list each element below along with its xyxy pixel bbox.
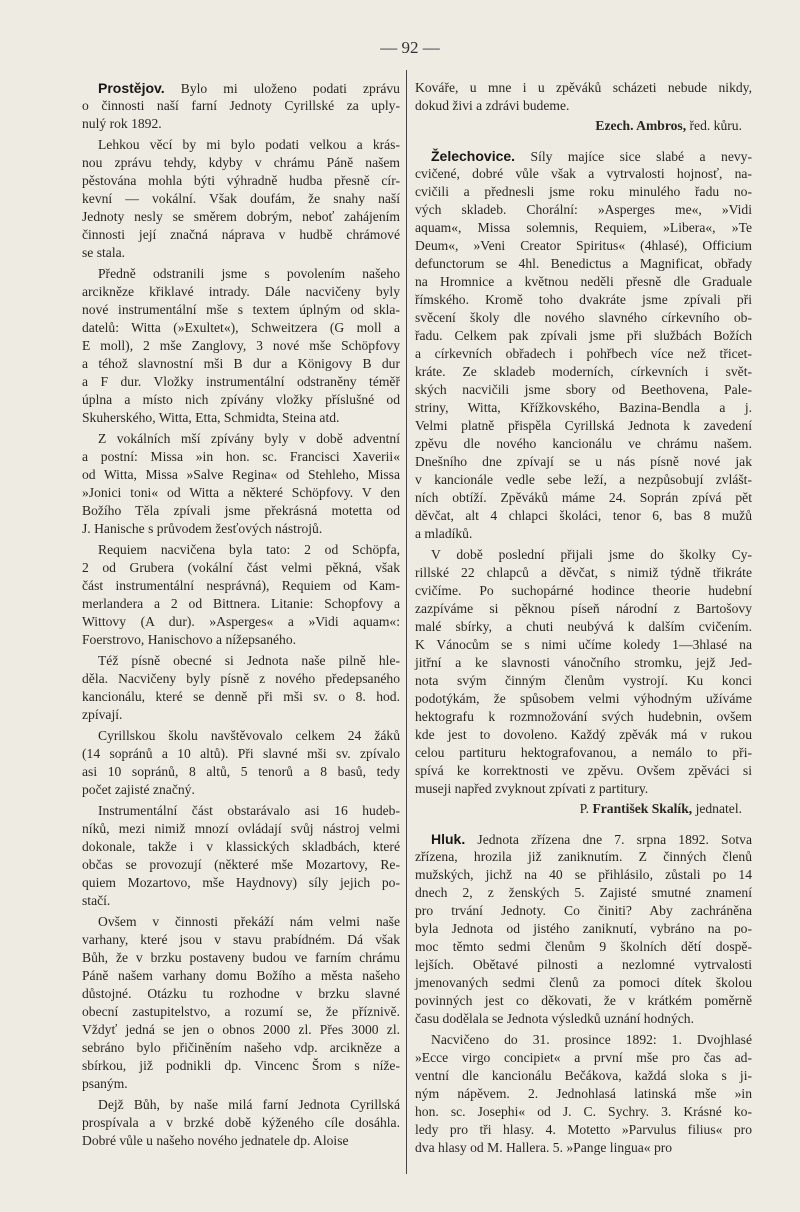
line-text: obecní zastupitelstvo, a rozumí se, že příznivě.: [82, 1004, 400, 1019]
text-line: [82, 595, 400, 613]
text-line: [415, 830, 752, 848]
line-text: svěcení školy dle nového slavného církevního ob-: [415, 310, 752, 325]
section-heading: Prostějov.: [98, 80, 165, 96]
line-text: a mladíků.: [415, 526, 473, 541]
line-text: Též písně obecné si Jednota naše pilně hle-: [98, 653, 400, 668]
text-line: [82, 670, 400, 688]
line-text: Dobré vůle u našeho nového jednatele dp. Aloise: [82, 1133, 349, 1148]
text-line: [82, 781, 400, 799]
text-line: [415, 219, 752, 237]
line-text: Dnešního dne zpívají se u nás písně nové jak: [415, 454, 752, 469]
line-text: času dodělala se Jednota výsledků uznání hodných.: [415, 1011, 694, 1026]
line-text: na Hromnice a květnou neděli přesně dle Graduale: [415, 274, 752, 289]
section-heading: Hluk.: [431, 831, 466, 847]
text-line: [82, 502, 400, 520]
line-text: Bylo mi uloženo podati zprávu: [180, 81, 400, 96]
line-text: Requiem nacvičena byla tato: 2 od Schöpfa,: [98, 542, 400, 557]
text-line: [415, 363, 752, 381]
text-line: [82, 430, 400, 448]
line-text: quiem Mozartovo, mše Haydnovy) síly jejich po-: [82, 875, 400, 890]
line-text: rillské 22 chlapců a děvčat, s nimiž týdně třikráte: [415, 565, 752, 580]
text-line: [415, 672, 752, 690]
line-text: merlandera a 2 od Bittnera. Litanie: Schopfovy a: [82, 596, 400, 611]
line-text: mužských, jichž na 40 se přihlásilo, zůstali po 14: [415, 867, 752, 882]
text-line: [415, 417, 752, 435]
line-text: Páně našem varhany domu Božího a města našeho: [82, 968, 400, 983]
right-column: [415, 76, 752, 1157]
line-text: dokonale, takže i v klassických skladbách, které: [82, 839, 400, 854]
line-text: pro trvání Jednoty. Co činiti? Aby zachráněna: [415, 903, 752, 918]
line-text: aquam«, Missa solemnis, Requiem, »Libera«, »Te: [415, 220, 752, 235]
line-text: ventní dle kancionálu Bečákova, každá sloka s ji-: [415, 1068, 752, 1083]
line-text: kevní — vokální. Však doufám, že snahy naší: [82, 191, 400, 206]
line-text: V době poslední přijali jsme do školky Cy-: [431, 547, 752, 562]
line-text: cvičíme. Po suchopárné hodince theorie hudební: [415, 583, 752, 598]
text-line: [415, 848, 752, 866]
text-line: [415, 938, 752, 956]
line-text: a církevních obřadech i pohřbech více než třicet-: [415, 346, 752, 361]
line-text: psaným.: [82, 1076, 128, 1091]
signature-rest: řed. kůru.: [686, 118, 742, 133]
line-text: od Witta, Missa »Salve Regina« od Stehleho, Missa: [82, 467, 400, 482]
line-text: kráte. Ze skladeb moderních, církevních i svět-: [415, 364, 752, 379]
line-text: malé sbírky, a chuti neubývá k dalším cvičením.: [415, 619, 752, 634]
text-line: [82, 154, 400, 172]
line-text: nové instrumentální mše s textem úplným od skla-: [82, 302, 400, 317]
line-text: činnosti její značná náprava v hudbě chrámové: [82, 227, 400, 242]
text-line: [415, 147, 752, 165]
text-line: [415, 1031, 752, 1049]
text-line: [415, 564, 752, 582]
text-line: [415, 762, 752, 780]
text-line: [82, 373, 400, 391]
line-text: občas se provozují (některé mše Mozartovy, Re-: [82, 857, 400, 872]
line-text: asi 10 sopránů, 8 altů, 5 tenorů a 8 basů, tedy: [82, 764, 400, 779]
text-line: [82, 985, 400, 1003]
paragraph: [415, 830, 752, 1028]
line-text: zpívají.: [82, 707, 123, 722]
text-line: [415, 183, 752, 201]
text-line: [415, 654, 752, 672]
text-line: [82, 838, 400, 856]
text-line: [82, 172, 400, 190]
line-text: Skuherského, Witta, Etta, Schmidta, Steina atd.: [82, 410, 340, 425]
text-line: [82, 706, 400, 724]
text-line: [82, 913, 400, 931]
line-text: Wittovy (A dur). »Asperges« a »Vidi aquam«:: [82, 614, 400, 629]
line-text: J. Hanische s průvodem žesťových nástrojů.: [82, 521, 323, 536]
paragraph: [415, 147, 752, 543]
paragraph: [82, 802, 400, 910]
text-line: [82, 559, 400, 577]
text-line: [82, 967, 400, 985]
text-line: [415, 1103, 752, 1121]
line-text: Předně odstranili jsme s povolením našeho: [98, 266, 400, 281]
text-line: [415, 489, 752, 507]
text-line: [415, 690, 752, 708]
text-line: [82, 892, 400, 910]
line-text: římského. Kromě toho dvakráte jsme zpívali při: [415, 292, 752, 307]
line-text: spívá ke korrektnosti ve zpěvu. Ovšem zpěváci si: [415, 763, 752, 778]
signature: [415, 800, 752, 818]
signature-rest: jednatel.: [692, 801, 742, 816]
line-text: Nacvičeno do 31. prosince 1892: 1. Dvojhlasé: [431, 1032, 752, 1047]
line-text: hektografu k rozmnožování svých hudebnin, ovšem: [415, 709, 752, 724]
line-text: Cyrillskou školu navštěvovalo celkem 24 žáků: [98, 728, 400, 743]
left-column: [82, 76, 400, 1150]
text-line: [415, 726, 752, 744]
line-text: nou zprávu tehdy, kdyby v chrámu Páně našem: [82, 155, 400, 170]
text-line: [415, 1121, 752, 1139]
line-text: zazpíváme si pěknou píseň národní z Bartošovy: [415, 601, 752, 616]
text-line: [82, 931, 400, 949]
text-line: [82, 802, 400, 820]
line-text: dokud živi a zdrávi budeme.: [415, 98, 570, 113]
text-line: [82, 115, 400, 133]
line-text: K Vánocům se s nimi učíme koledy 1—3hlasé na: [415, 637, 752, 652]
text-line: [415, 1085, 752, 1103]
text-line: [82, 355, 400, 373]
text-line: [415, 79, 752, 97]
line-text: a postní: Missa »in hon. sc. Francisci Xaverii«: [82, 449, 400, 464]
text-line: [82, 577, 400, 595]
paragraph: [82, 265, 400, 427]
text-line: [82, 319, 400, 337]
line-text: prospívala a v brzké době kýženého cíle dosáhla.: [82, 1115, 400, 1130]
text-line: [82, 1039, 400, 1057]
line-text: Vždyť jedná se jen o obnos 2000 zl. Přes 3000 zl.: [82, 1022, 400, 1037]
text-line: [82, 1132, 400, 1150]
line-text: E moll), 2 mše Zanglovy, 3 nové mše Schöpfovy: [82, 338, 400, 353]
paragraph: [415, 79, 752, 135]
line-text: byla Jednota od jistého zaniknutí, vybráno na po-: [415, 921, 752, 936]
text-line: [415, 974, 752, 992]
text-line: [415, 237, 752, 255]
line-text: důstojné. Otázku tu rozhodne v brzku slavné: [82, 986, 400, 1001]
line-text: cvičili a přednesli jsme roku minulého řadu no-: [415, 184, 752, 199]
line-text: dva hlasy od M. Hallera. 5. »Pange lingua« pro: [415, 1140, 673, 1155]
text-line: [82, 613, 400, 631]
text-line: [82, 136, 400, 154]
text-line: [82, 763, 400, 781]
text-line: [415, 636, 752, 654]
signature: [415, 117, 752, 135]
text-line: [82, 283, 400, 301]
text-line: [415, 327, 752, 345]
paragraph: [82, 727, 400, 799]
text-line: [82, 391, 400, 409]
line-text: počet zajisté značný.: [82, 782, 195, 797]
text-line: [82, 949, 400, 967]
line-text: cvičené, dobré vůle však a vytrvalosti hojnosť, na-: [415, 166, 752, 181]
paragraph: [82, 79, 400, 133]
line-text: 2 od Grubera (vokální část velmi pěkná, však: [82, 560, 400, 575]
text-line: [415, 744, 752, 762]
line-text: sebráno bylo přičiněním našeho vdp. arcikněze a: [82, 1040, 400, 1055]
text-line: [415, 1049, 752, 1067]
column-divider: [406, 70, 407, 1174]
line-text: o činnosti naší farní Jednoty Cyrillské za uply-: [82, 98, 400, 113]
line-text: Foerstrovo, Hanischovo a nížepsaného.: [82, 632, 297, 647]
line-text: se stala.: [82, 245, 126, 260]
text-line: [82, 301, 400, 319]
line-text: Z vokálních mší zpívány byly v době adventní: [98, 431, 400, 446]
line-text: Jednoty nesly se směrem dobrým, neboť zahájením: [82, 209, 400, 224]
line-text: datelů: Witta (»Exultet«), Schweitzera (G moll a: [82, 320, 400, 335]
line-text: »Jonici toni« od Witta a některé Schöpfovy. V den: [82, 485, 400, 500]
signature-bold: Ezech. Ambros,: [595, 118, 687, 133]
page-number: — 92 —: [380, 38, 440, 57]
line-text: kancionálu, které se denně při mši sv. o 8. hod.: [82, 689, 400, 704]
line-text: děvčat, alt 4 chlapci školáci, tenor 6, bas 8 mužů: [415, 508, 752, 523]
text-line: [415, 399, 752, 417]
text-line: [415, 471, 752, 489]
signature-prefix: P.: [579, 801, 593, 816]
text-line: [82, 1096, 400, 1114]
text-line: [415, 582, 752, 600]
text-line: [82, 97, 400, 115]
text-line: [415, 201, 752, 219]
paragraph: [82, 541, 400, 649]
text-line: [82, 337, 400, 355]
line-text: sbírkou, již podnikli dp. Vincenc Šrom s níže-: [82, 1058, 400, 1073]
line-text: níků, mezi nimiž mnozí ovládají svůj nástroj velmi: [82, 821, 400, 836]
line-text: striny, Witta, Křížkovského, Bazina-Bendla a j.: [415, 400, 752, 415]
line-text: defunctorum se 4hl. Benedictus a Magnificat, obřady: [415, 256, 752, 271]
line-text: ným nápěvem. 2. Jednohlasá latinská mše »in: [415, 1086, 752, 1101]
line-text: Síly majíce sice slabé a nevy-: [530, 149, 752, 164]
paragraph: [82, 652, 400, 724]
text-line: [82, 745, 400, 763]
paragraph: [82, 430, 400, 538]
line-text: Jednota zřízena dne 7. srpna 1892. Sotva: [477, 832, 752, 847]
paragraph: [415, 546, 752, 818]
text-line: [82, 409, 400, 427]
text-line: [82, 631, 400, 649]
text-line: [82, 727, 400, 745]
text-line: [82, 856, 400, 874]
text-line: [415, 600, 752, 618]
paragraph: [82, 1096, 400, 1150]
paragraph: [82, 136, 400, 262]
text-line: [82, 79, 400, 97]
text-line: [415, 902, 752, 920]
line-text: ských nacvičili jsme sbory od Beethovena, Pale-: [415, 382, 752, 397]
line-text: kde jest to dovoleno. Každý zpěvák má v rukou: [415, 727, 752, 742]
line-text: varhany, které jsou v stavu prabídném. Dá však: [82, 932, 400, 947]
text-line: [82, 244, 400, 262]
text-line: [415, 309, 752, 327]
text-line: [82, 520, 400, 538]
line-text: Instrumentální část obstarávalo asi 16 hudeb-: [98, 803, 400, 818]
text-line: [415, 381, 752, 399]
line-text: nulý rok 1892.: [82, 116, 162, 131]
text-line: [415, 1067, 752, 1085]
line-text: museji napřed zvyknout zpívati z partitury.: [415, 781, 649, 796]
text-line: [82, 190, 400, 208]
text-line: [82, 466, 400, 484]
section-heading: Želechovice.: [431, 148, 516, 164]
text-line: [415, 291, 752, 309]
text-line: [415, 1139, 752, 1157]
line-text: úplna a místo nich zpívány vložky příslušné od: [82, 392, 400, 407]
text-line: [82, 208, 400, 226]
line-text: (14 sopránů a 10 altů). Při slavné mši sv. zpívalo: [82, 746, 400, 761]
text-line: [82, 874, 400, 892]
line-text: dnech 2, z ženských 5. Zajisté smutné znamení: [415, 885, 752, 900]
text-line: [82, 1021, 400, 1039]
text-line: [415, 618, 752, 636]
line-text: povinných jest co děkovati, že v krátkém poměrně: [415, 993, 752, 1008]
line-text: jmenovaných sedmi členů za pomoci dítek školou: [415, 975, 752, 990]
line-text: celou partituru hektografovanou, a nemálo to při-: [415, 745, 752, 760]
text-line: [415, 884, 752, 902]
line-text: podotýkám, že spůsobem velmi výhodným užíváme: [415, 691, 752, 706]
text-line: [415, 345, 752, 363]
text-line: [415, 866, 752, 884]
paragraph: [415, 1031, 752, 1157]
text-line: [415, 255, 752, 273]
signature-bold: František Skalík,: [592, 801, 693, 816]
line-text: Velmi platně přispěla Cyrillská Jednota k zavedení: [415, 418, 752, 433]
line-text: část instrumentální nesprávná), Requiem od Kam-: [82, 578, 400, 593]
text-line: [415, 97, 752, 115]
line-text: Dejž Bůh, by naše milá farní Jednota Cyrillská: [98, 1097, 400, 1112]
text-line: [415, 273, 752, 291]
line-text: moc těmto sedmi členům 9 školních dětí dospě-: [415, 939, 752, 954]
paragraph: [82, 913, 400, 1093]
text-line: [82, 1057, 400, 1075]
line-text: nota svým činným členům vystrojí. Ku konci: [415, 673, 752, 688]
line-text: zřízena, hrozila již zaniknutím. Z činných členů: [415, 849, 752, 864]
line-text: a F dur. Vložky instrumentální odstraněny téměř: [82, 374, 400, 389]
line-text: a téhož slavnostní mši B dur a Königovy B dur: [82, 356, 400, 371]
line-text: lejších. Obětavé pilnosti a nezlomné vytrvalosti: [415, 957, 752, 972]
text-line: [415, 165, 752, 183]
line-text: ledy pro tři hlasy. 4. Motetto »Parvulus filius« pro: [415, 1122, 752, 1137]
line-text: hon. sc. Josephi« od J. C. Sychry. 3. Krásné ko-: [415, 1104, 752, 1119]
text-line: [82, 1075, 400, 1093]
text-line: [415, 525, 752, 543]
line-text: »Ecce virgo concipiet« a první mše pro čas ad-: [415, 1050, 752, 1065]
line-text: Ovšem v činnosti překáží nám velmi naše: [98, 914, 400, 929]
line-text: ních obtíží. Zpěváků máme 24. Soprán zpívá pět: [415, 490, 752, 505]
line-text: Kováře, u mne i u zpěváků scházeti nebude nikdy,: [415, 80, 752, 95]
line-text: Lehkou věcí by mi bylo podati velkou a krás-: [98, 137, 400, 152]
text-line: [415, 546, 752, 564]
line-text: arcikněze křiklavé intrady. Dále nacvičeny byly: [82, 284, 400, 299]
text-line: [82, 265, 400, 283]
line-text: pěstována mohla býti výhradně hudba přesně cír-: [82, 173, 400, 188]
line-text: Deum«, »Veni Creator Spiritus« (4hlasé), Officium: [415, 238, 752, 253]
text-line: [82, 1114, 400, 1132]
text-line: [415, 507, 752, 525]
text-line: [82, 1003, 400, 1021]
text-line: [82, 688, 400, 706]
text-line: [82, 541, 400, 559]
line-text: Božího Těla zpívali jsme překrásná motetta od: [82, 503, 400, 518]
line-text: jitřní a ke slavnosti vánočního stromku, jejž Jed-: [415, 655, 752, 670]
text-line: [82, 448, 400, 466]
text-line: [415, 992, 752, 1010]
text-line: [415, 780, 752, 798]
line-text: Bůh, že v brzku postaveny budou ve farním chrámu: [82, 950, 400, 965]
text-line: [415, 435, 752, 453]
line-text: zpěvu dle nového kancionálu ve chrámu našem.: [415, 436, 752, 451]
text-line: [82, 226, 400, 244]
text-line: [415, 956, 752, 974]
text-line: [415, 453, 752, 471]
text-line: [415, 708, 752, 726]
line-text: vých skladeb. Chorální: »Asperges me«, »Vidi: [415, 202, 752, 217]
line-text: stačí.: [82, 893, 111, 908]
text-line: [82, 820, 400, 838]
text-line: [415, 920, 752, 938]
text-line: [82, 484, 400, 502]
text-line: [82, 652, 400, 670]
line-text: v kancionále vedle sebe leží, a nezpůsobují zvlášt-: [415, 472, 752, 487]
text-line: [415, 1010, 752, 1028]
line-text: děla. Nacvičeny byly písně z nového předepsaného: [82, 671, 400, 686]
line-text: řadu. Celkem pak zpívali jsme při službách Božích: [415, 328, 752, 343]
